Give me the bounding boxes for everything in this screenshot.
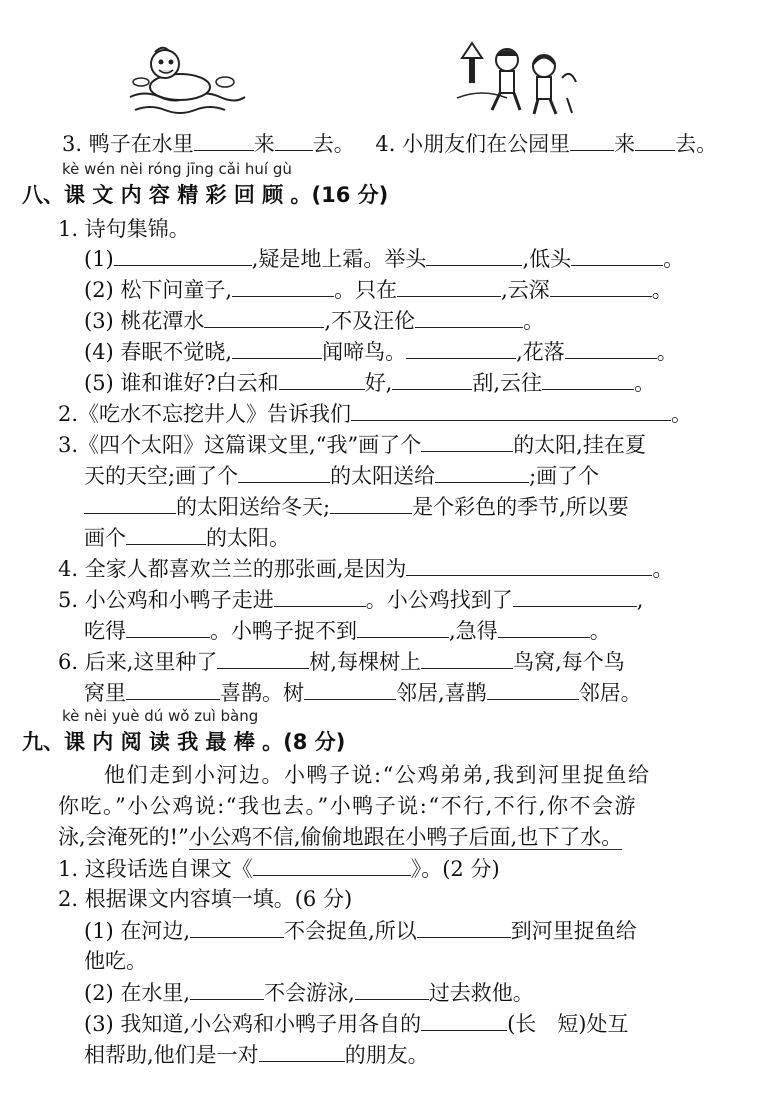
sec9-s1-line2: 他吃。 bbox=[84, 949, 147, 973]
q7-item4-end: 去。 bbox=[675, 132, 718, 156]
sec8-q6-line1: 6. 后来,这里种了 树,每棵树上 鸟窝,每个鸟 bbox=[58, 646, 625, 677]
blank[interactable] bbox=[330, 491, 412, 514]
blank[interactable] bbox=[190, 977, 264, 1000]
sec9-s3-line2: 相帮助,他们是一对 的朋友。 bbox=[84, 1039, 429, 1070]
blank[interactable] bbox=[542, 367, 634, 390]
blank[interactable] bbox=[513, 584, 637, 607]
sec8-poem1: (1) ,疑是地上霜。举头 ,低头 。 bbox=[84, 243, 684, 274]
blank[interactable] bbox=[304, 677, 396, 700]
q7-item4-prefix: 4. 小朋友们在公园里 bbox=[375, 132, 571, 156]
blank[interactable] bbox=[217, 646, 309, 669]
blank[interactable] bbox=[190, 915, 284, 938]
blank[interactable] bbox=[421, 646, 513, 669]
sec8-poem2: (2) 松下问童子, 。只在 ,云深 。 bbox=[84, 274, 673, 305]
q7-item3-prefix: 3. 鸭子在水里 bbox=[62, 132, 194, 156]
sec8-q5-line1: 5. 小公鸡和小鸭子走进 。小公鸡找到了 , bbox=[58, 584, 643, 615]
sec9-title: 九、课 内 阅 读 我 最 棒 。(8 分) bbox=[22, 730, 346, 754]
blank[interactable] bbox=[259, 1039, 345, 1062]
blank[interactable] bbox=[435, 460, 529, 483]
sec8-q2: 2.《吃水不忘挖井人》告诉我们 。 bbox=[58, 398, 692, 429]
q7-item3-end: 去。 bbox=[312, 132, 355, 156]
sec8-q3-line4: 画个 的太阳。 bbox=[84, 522, 290, 553]
blank[interactable] bbox=[417, 915, 511, 938]
sec9-q1: 1. 这段话选自课文《 》。(2 分) bbox=[58, 853, 500, 884]
sec8-q5-line2: 吃得 。小鸭子捉不到 ,急得 。 bbox=[84, 615, 611, 646]
blank[interactable] bbox=[571, 243, 663, 266]
q7-item4-mid: 来 bbox=[614, 132, 636, 156]
blank[interactable] bbox=[232, 274, 334, 297]
blank[interactable] bbox=[114, 243, 252, 266]
duck-illustration bbox=[125, 42, 250, 122]
blank[interactable] bbox=[426, 243, 522, 266]
blank[interactable] bbox=[126, 677, 220, 700]
blank[interactable] bbox=[274, 584, 366, 607]
blank[interactable] bbox=[421, 429, 513, 452]
sec8-q1: 1. 诗句集锦。 bbox=[58, 217, 190, 241]
blank[interactable] bbox=[126, 522, 206, 545]
sec9-s3-line1: (3) 我知道,小公鸡和小鸭子用各自的 (长 短)处互 bbox=[84, 1008, 629, 1039]
q7-line bbox=[62, 128, 717, 159]
blank[interactable] bbox=[406, 553, 652, 576]
blank[interactable] bbox=[355, 977, 429, 1000]
sec8-q4: 4. 全家人都喜欢兰兰的那张画,是因为 。 bbox=[58, 553, 673, 584]
sec9-q2: 2. 根据课文内容填一填。(6 分) bbox=[58, 887, 353, 911]
blank[interactable] bbox=[279, 367, 365, 390]
blank[interactable] bbox=[253, 853, 411, 876]
blank[interactable] bbox=[392, 367, 472, 390]
blank[interactable] bbox=[406, 336, 516, 359]
sec8-poem3: (3) 桃花潭水 ,不及汪伦 。 bbox=[84, 305, 544, 336]
sec9-s1-line1: (1) 在河边, 不会捉鱼,所以 到河里捉鱼给 bbox=[84, 915, 637, 946]
sec8-pinyin: kè wén nèi róng jīng cǎi huí gù bbox=[62, 160, 292, 178]
sec9-pinyin: kè nèi yuè dú wǒ zuì bàng bbox=[62, 707, 259, 725]
blank[interactable] bbox=[635, 128, 675, 151]
sec8-poem5: (5) 谁和谁好?白云和 好, 刮,云往 。 bbox=[84, 367, 655, 398]
blank[interactable] bbox=[204, 305, 324, 328]
blank[interactable] bbox=[194, 128, 254, 151]
sec9-para1: 他们走到小河边。小鸭子说:“公鸡弟弟,我到河里捉鱼给 bbox=[104, 763, 651, 787]
blank[interactable] bbox=[397, 274, 501, 297]
sec8-q3-line1: 3.《四个太阳》这篇课文里,“我”画了个 的太阳,挂在夏 bbox=[58, 429, 646, 460]
sec8-q3-line2: 天的天空;画了个 的太阳送给 ;画了个 bbox=[84, 460, 599, 491]
blank[interactable] bbox=[275, 128, 313, 151]
kids-illustration bbox=[452, 38, 582, 118]
blank[interactable] bbox=[415, 305, 523, 328]
sec8-q6-line2: 窝里 喜鹊。树 邻居,喜鹊 邻居。 bbox=[84, 677, 642, 708]
blank[interactable] bbox=[421, 1008, 507, 1031]
blank[interactable] bbox=[126, 615, 210, 638]
wavy-underlined-sentence: 小公鸡不信,偷偷地跟在小鸭子后面,也下了水。 bbox=[188, 825, 623, 849]
q7-item3-mid: 来 bbox=[253, 132, 275, 156]
blank[interactable] bbox=[565, 336, 657, 359]
blank[interactable] bbox=[570, 128, 614, 151]
blank[interactable] bbox=[357, 615, 449, 638]
blank[interactable] bbox=[84, 491, 176, 514]
blank[interactable] bbox=[351, 398, 671, 421]
sec9-para2: 你吃。”小公鸡说:“我也去。”小鸭子说:“不行,不行,你不会游 bbox=[58, 794, 637, 818]
blank[interactable] bbox=[550, 274, 652, 297]
blank[interactable] bbox=[238, 460, 330, 483]
blank[interactable] bbox=[498, 615, 590, 638]
sec8-title: 八、课 文 内 容 精 彩 回 顾 。(16 分) bbox=[22, 183, 389, 207]
sec8-poem4: (4) 春眠不觉晓, 闻啼鸟。 ,花落 。 bbox=[84, 336, 678, 367]
blank[interactable] bbox=[232, 336, 322, 359]
sec9-s2: (2) 在水里, 不会游泳, 过去救他。 bbox=[84, 977, 534, 1008]
sec8-q3-line3: 的太阳送给冬天; 是个彩色的季节,所以要 bbox=[84, 491, 629, 522]
blank[interactable] bbox=[487, 677, 579, 700]
sec9-para3: 泳,会淹死的!”小公鸡不信,偷偷地跟在小鸭子后面,也下了水。 bbox=[58, 825, 623, 849]
